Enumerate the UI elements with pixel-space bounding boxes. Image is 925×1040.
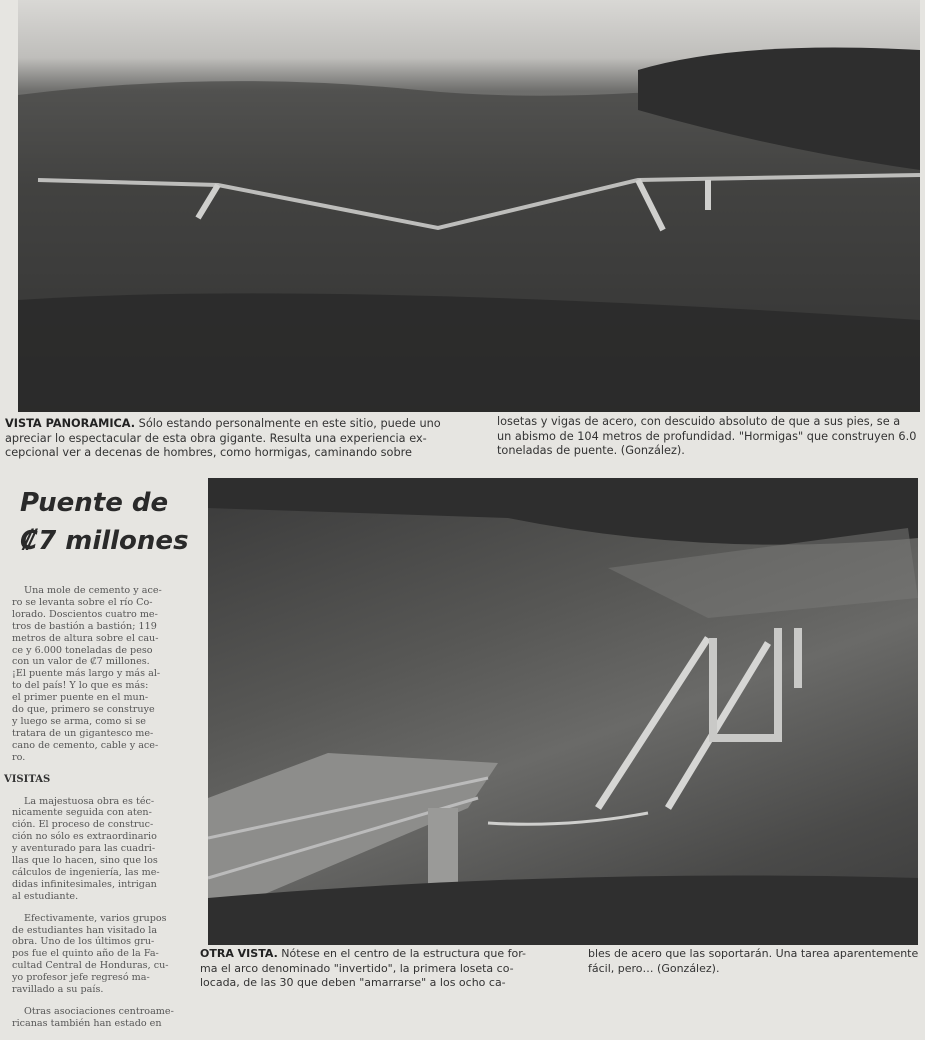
article-line: cálculos de ingeniería, las me-	[12, 866, 160, 878]
panoramic-bridge-photo	[18, 0, 920, 412]
caption-line: un abismo de 104 metros de profundidad. "Hormigas" que construyen 6.0	[497, 429, 917, 443]
caption-line: apreciar lo espectacular de esta obra gigante. Resulta una experiencia ex-	[5, 431, 427, 445]
article-line: yo profesor jefe regresó ma-	[12, 972, 150, 984]
top-caption-right	[497, 415, 916, 459]
article-line: do que, primero se construye	[12, 704, 155, 716]
caption-lead: OTRA VISTA.	[200, 947, 278, 960]
article-line: nicamente seguida con aten-	[12, 807, 152, 819]
bridge-construction-photo	[208, 478, 918, 945]
article-line: ción no sólo es extraordinario	[12, 831, 157, 843]
bottom-caption-left	[200, 947, 526, 991]
caption-line: Sólo estando personalmente en este sitio, puede uno	[135, 417, 441, 430]
article-line: ¡El puente más largo y más al-	[12, 668, 161, 680]
caption-line: losetas y vigas de acero, con descuido absoluto de que a sus pies, se a	[497, 415, 901, 428]
article-line: con un valor de ₡7 millones.	[12, 656, 150, 668]
article-subhead: VISITAS	[4, 773, 51, 785]
caption-line: bles de acero que las soportarán. Una tarea aparentemente	[588, 947, 919, 960]
caption-line: locada, de las 30 que deben "amarrarse" a los ocho ca-	[200, 976, 506, 989]
article-paragraph	[12, 585, 182, 764]
article-line: Otras asociaciones centroame-	[24, 1006, 174, 1017]
headline-line: ₡7 millones	[20, 526, 189, 556]
caption-line: cepcional ver a decenas de hombres, como hormigas, caminando sobre	[5, 446, 412, 459]
article-line: y luego se arma, como si se	[12, 715, 146, 727]
headline	[20, 484, 189, 560]
bridge-illustration	[18, 0, 920, 412]
article-line: de estudiantes han visitado la	[12, 924, 158, 936]
article-line: pos fue el quinto año de la Fa-	[12, 948, 159, 960]
article-line: cultad Central de Honduras, cu-	[12, 960, 169, 972]
article-line: ricanas también han estado en	[12, 1017, 162, 1029]
article-line: cano de cemento, cable y ace-	[12, 739, 159, 751]
article-line: tratara de un gigantesco me-	[12, 727, 154, 739]
article-line: llas que lo hacen, sino que los	[12, 855, 158, 867]
caption-lead: VISTA PANORAMICA.	[5, 417, 136, 430]
article-line: ro.	[12, 751, 26, 763]
caption-line: ma el arco denominado "invertido", la primera loseta co-	[200, 961, 514, 975]
article-line: el primer puente en el mun-	[12, 692, 149, 704]
article-line: lorado. Doscientos cuatro me-	[12, 608, 158, 620]
article-line: metros de altura sobre el cau-	[12, 632, 159, 644]
article-line: ravillado a su país.	[12, 984, 104, 996]
caption-line: fácil, pero… (González).	[588, 961, 720, 975]
article-paragraph	[12, 1006, 182, 1030]
caption-line: toneladas de puente. (González).	[497, 444, 685, 457]
article-line: ce y 6.000 toneladas de peso	[12, 644, 153, 656]
headline-line: Puente de	[20, 488, 169, 518]
bottom-caption-right	[588, 947, 918, 976]
article-line: La majestuosa obra es téc-	[24, 795, 155, 807]
article-line: tros de bastión a bastión; 119	[12, 620, 157, 632]
article-body	[4, 585, 182, 1040]
article-line: al estudiante.	[12, 890, 79, 902]
article-line: y aventurado para las cuadri-	[12, 843, 156, 855]
article-line: didas infinitesimales, intrigan	[12, 878, 157, 890]
article-paragraph	[12, 913, 182, 996]
caption-line: Nótese en el centro de la estructura que for-	[277, 947, 526, 960]
bridge-illustration	[208, 478, 918, 945]
article-line: ro se levanta sobre el río Co-	[12, 596, 153, 608]
article-line: obra. Uno de los últimos gru-	[12, 936, 155, 948]
article-line: to del país! Y lo que es más:	[12, 680, 149, 692]
article-line: Efectivamente, varios grupos	[24, 912, 167, 924]
article-line: ción. El proceso de construc-	[12, 819, 154, 831]
article-line: Una mole de cemento y ace-	[24, 585, 162, 596]
article-paragraph	[12, 796, 182, 903]
top-caption-left	[5, 417, 441, 461]
